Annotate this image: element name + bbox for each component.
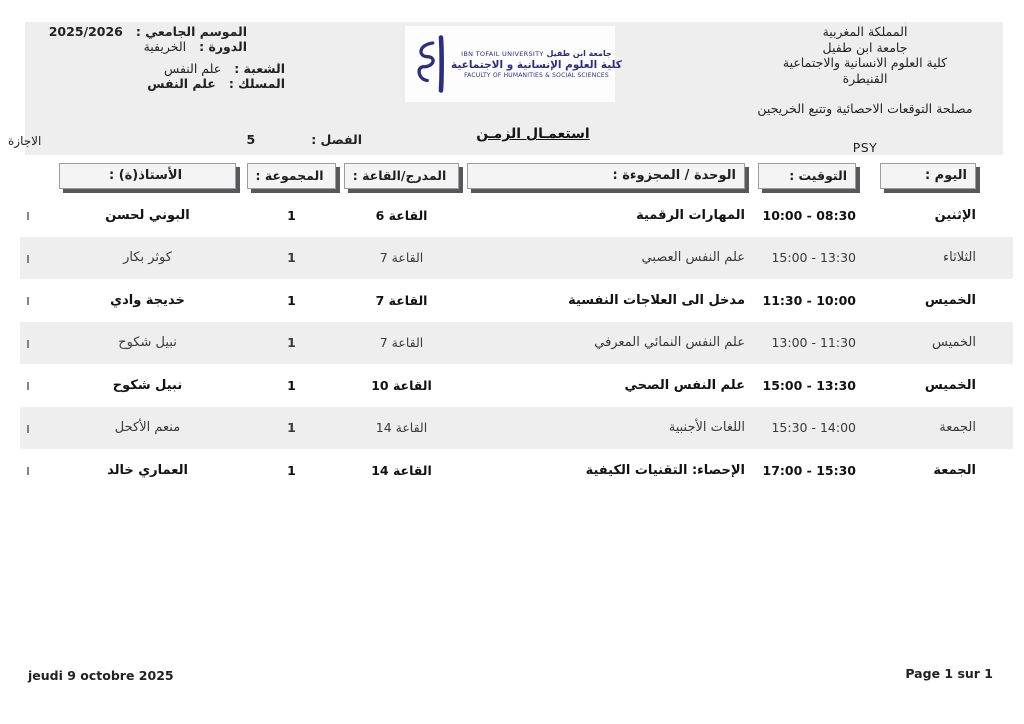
logo-university-name bbox=[451, 49, 622, 59]
cell-time: 10:00 - 11:30 bbox=[762, 292, 856, 308]
cell-group: 1 bbox=[287, 462, 296, 478]
semester-label: الفصل : bbox=[311, 132, 362, 147]
cell-room: القاعة 7 bbox=[379, 250, 424, 266]
cell-time: 14:00 - 15:30 bbox=[771, 420, 856, 436]
degree-label: الاجازة bbox=[8, 134, 42, 148]
university-logo bbox=[405, 26, 622, 102]
table-row bbox=[20, 279, 1013, 322]
cell-group: 1 bbox=[287, 207, 296, 223]
term-label: الدورة : bbox=[199, 39, 247, 54]
cell-time: 11:30 - 13:00 bbox=[771, 335, 856, 351]
cell-room: القاعة 14 bbox=[371, 462, 432, 478]
cell-professor: البوني لحسن bbox=[105, 207, 190, 223]
table-row bbox=[20, 322, 1013, 365]
cell-day: الخميس bbox=[924, 292, 976, 308]
table-row bbox=[20, 237, 1013, 280]
track-value: علم النفس bbox=[147, 76, 216, 91]
cell-time: 08:30 - 10:00 bbox=[762, 207, 856, 223]
cell-professor: منعم الأكحل bbox=[114, 420, 181, 436]
city-text: القنيطرة bbox=[842, 70, 888, 86]
logo-faculty-arabic: كلية العلوم الإنسانية و الاجتماعية bbox=[451, 58, 622, 71]
logo-faculty-english: FACULTY OF HUMANITIES & SOCIAL SCIENCES bbox=[464, 71, 609, 79]
branch-line bbox=[164, 61, 285, 76]
track-line bbox=[147, 76, 285, 91]
cell-professor: خديجة وادي bbox=[110, 292, 185, 308]
footer-date: jeudi 9 octobre 2025 bbox=[28, 668, 174, 683]
column-header-room: المدرج/القاعة : bbox=[344, 163, 459, 189]
column-header-professor: الأستاذ(ة) : bbox=[59, 163, 236, 189]
cell-group: 1 bbox=[287, 420, 296, 436]
program-code: PSY bbox=[852, 140, 878, 155]
cell-room: القاعة 7 bbox=[379, 335, 424, 351]
semester-line bbox=[247, 132, 363, 147]
cell-unit: مدخل الى العلاجات النفسية bbox=[568, 292, 745, 308]
cell-day: الجمعة bbox=[939, 420, 976, 436]
kingdom-text: المملكة المغربية bbox=[822, 24, 908, 39]
cell-unit: علم النفس النمائي المعرفي bbox=[594, 335, 745, 351]
faculty-text: كلية العلوم الانسانية والاجتماعية bbox=[782, 55, 948, 70]
cell-unit: علم النفس العصبي bbox=[641, 250, 745, 266]
semester-value: 5 bbox=[246, 132, 256, 147]
cell-day: الإثنين bbox=[934, 207, 976, 223]
cell-professor: العماري خالد bbox=[107, 462, 188, 478]
cell-time: 13:30 - 15:00 bbox=[771, 250, 856, 266]
cell-professor: كوثر بكار bbox=[123, 250, 172, 266]
branch-value: علم النفس bbox=[164, 61, 222, 76]
branch-label: الشعبة : bbox=[234, 61, 285, 76]
university-text: جامعة ابن طفيل bbox=[822, 39, 908, 55]
cell-time: 15:30 - 17:00 bbox=[762, 462, 856, 478]
term-line bbox=[144, 39, 247, 54]
cell-day: الخميس bbox=[932, 335, 976, 351]
column-header-unit: الوحدة / المجزوءة : bbox=[467, 163, 745, 189]
column-header-day: اليوم : bbox=[880, 163, 976, 189]
cell-group: 1 bbox=[287, 335, 296, 351]
page-title: استعمـال الزمـن bbox=[476, 126, 590, 142]
table-row bbox=[20, 364, 1013, 407]
cell-unit: الإحصاء: التقنيات الكيفية bbox=[585, 462, 745, 478]
cell-unit: اللغات الأجنبية bbox=[668, 420, 745, 436]
cell-time: 13:30 - 15:00 bbox=[762, 377, 856, 393]
cell-room: القاعة 14 bbox=[375, 420, 428, 436]
season-label: الموسم الجامعي : bbox=[135, 24, 247, 39]
table-row bbox=[20, 407, 1013, 450]
academic-season-line bbox=[49, 24, 247, 39]
cell-professor: نبيل شكوح bbox=[112, 377, 183, 393]
logo-text bbox=[451, 49, 622, 80]
cell-room: القاعة 6 bbox=[375, 207, 428, 223]
table-row bbox=[20, 194, 1013, 237]
table-row bbox=[20, 449, 1013, 492]
term-value: الخريفية bbox=[143, 39, 187, 54]
footer-page-info: Page 1 sur 1 bbox=[905, 666, 993, 681]
cell-day: الجمعة bbox=[933, 462, 976, 478]
cell-room: القاعة 7 bbox=[375, 292, 428, 308]
cell-group: 1 bbox=[287, 250, 296, 266]
logo-english-name: IBN TOFAIL UNIVERSITY bbox=[461, 49, 544, 58]
cell-room: القاعة 10 bbox=[371, 377, 432, 393]
cell-professor: نبيل شكوح bbox=[118, 335, 177, 351]
cell-unit: علم النفس الصحي bbox=[624, 377, 745, 393]
logo-arabic-name: جامعة ابن طفيل bbox=[546, 48, 612, 58]
timetable-rows bbox=[20, 194, 1013, 492]
header-band bbox=[25, 22, 1003, 155]
institution-block bbox=[740, 24, 990, 117]
department-text: مصلحة التوقعات الاحصائية وتتبع الخريجين bbox=[757, 101, 973, 116]
season-value: 2025/2026 bbox=[48, 24, 123, 39]
cell-day: الثلاثاء bbox=[943, 250, 976, 266]
cell-group: 1 bbox=[287, 292, 296, 308]
column-header-time: التوقيت : bbox=[758, 163, 856, 189]
column-header-group: المجموعة : bbox=[247, 163, 336, 189]
cell-unit: المهارات الرقمية bbox=[636, 207, 745, 223]
cell-day: الخميس bbox=[924, 377, 976, 393]
calligraphy-logo-icon bbox=[409, 32, 451, 96]
cell-group: 1 bbox=[287, 377, 296, 393]
table-header-row bbox=[20, 163, 1013, 193]
track-label: المسلك : bbox=[228, 76, 285, 91]
